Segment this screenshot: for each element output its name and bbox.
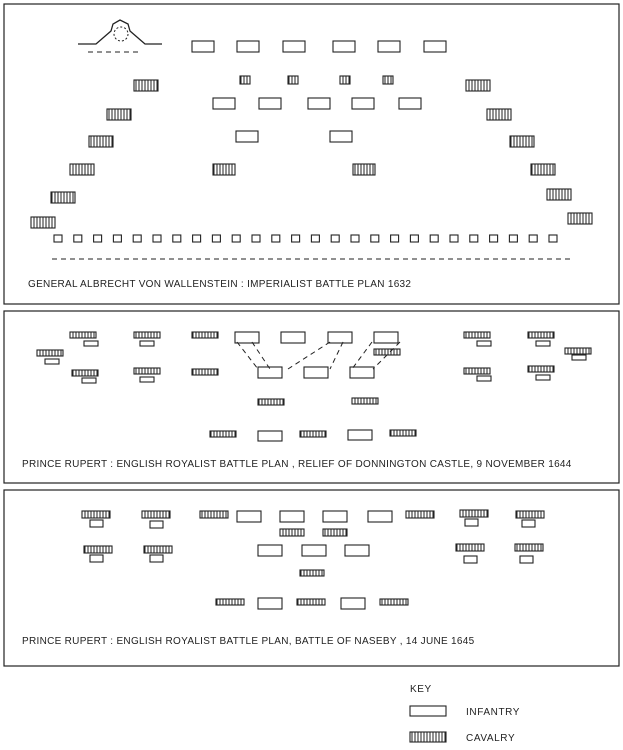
infantry-unit <box>368 511 392 522</box>
infantry-unit <box>350 367 374 378</box>
infantry-unit <box>529 235 537 242</box>
cavalry-unit <box>406 511 434 518</box>
cavalry-unit <box>89 136 113 147</box>
cavalry-unit <box>192 369 218 375</box>
panel-naseby <box>4 490 619 666</box>
infantry-unit <box>94 235 102 242</box>
infantry-unit <box>410 235 418 242</box>
cavalry-unit <box>300 570 324 576</box>
infantry-unit <box>424 41 446 52</box>
wallenstein-formation <box>31 41 592 242</box>
cavalry-unit <box>456 544 484 551</box>
infantry-unit <box>235 332 259 343</box>
infantry-unit <box>374 332 398 343</box>
infantry-unit <box>536 341 550 346</box>
panel-wallenstein <box>4 4 619 304</box>
panel-caption: PRINCE RUPERT : ENGLISH ROYALIST BATTLE PLAN , RELIEF OF DONNINGTON CASTLE, 9 NOVEMBER 1644 <box>22 459 572 470</box>
infantry-unit <box>232 235 240 242</box>
panel-caption: GENERAL ALBRECHT VON WALLENSTEIN : IMPERIALIST BATTLE PLAN 1632 <box>28 279 412 290</box>
cavalry-unit <box>323 529 347 536</box>
infantry-unit <box>150 521 163 528</box>
cavalry-unit <box>466 80 490 91</box>
infantry-unit <box>292 235 300 242</box>
infantry-unit <box>536 375 550 380</box>
infantry-unit <box>252 235 260 242</box>
cavalry-unit <box>528 366 554 372</box>
infantry-unit <box>522 520 535 527</box>
infantry-unit <box>84 341 98 346</box>
cavalry-unit <box>300 431 326 437</box>
infantry-unit <box>348 430 372 440</box>
cavalry-unit <box>568 213 592 224</box>
legend-infantry-swatch <box>410 706 446 716</box>
infantry-unit <box>333 41 355 52</box>
infantry-unit <box>90 555 103 562</box>
cavalry-unit <box>352 398 378 404</box>
infantry-unit <box>153 235 161 242</box>
cavalry-unit <box>258 399 284 405</box>
legend-title: KEY <box>410 684 432 695</box>
cavalry-unit <box>144 546 172 553</box>
infantry-unit <box>259 98 281 109</box>
infantry-unit <box>283 41 305 52</box>
legend-cavalry-label: CAVALRY <box>466 733 516 744</box>
cavalry-unit <box>288 76 298 84</box>
panel-donnington <box>4 311 619 483</box>
infantry-unit <box>212 235 220 242</box>
cavalry-unit <box>107 109 131 120</box>
cavalry-unit <box>31 217 55 228</box>
infantry-unit <box>236 131 258 142</box>
cavalry-unit <box>210 431 236 437</box>
infantry-unit <box>331 235 339 242</box>
infantry-unit <box>74 235 82 242</box>
legend <box>410 684 520 744</box>
infantry-unit <box>193 235 201 242</box>
infantry-unit <box>477 341 491 346</box>
fortification-icon <box>78 20 162 52</box>
cavalry-unit <box>464 332 490 338</box>
infantry-unit <box>470 235 478 242</box>
infantry-unit <box>213 98 235 109</box>
cavalry-unit <box>200 511 228 518</box>
cavalry-unit <box>528 332 554 338</box>
infantry-unit <box>323 511 347 522</box>
infantry-unit <box>328 332 352 343</box>
infantry-unit <box>464 556 477 563</box>
infantry-unit <box>113 235 121 242</box>
infantry-unit <box>54 235 62 242</box>
cavalry-unit <box>84 546 112 553</box>
infantry-unit <box>450 235 458 242</box>
infantry-unit <box>572 355 586 360</box>
cavalry-unit <box>460 510 488 517</box>
infantry-unit <box>430 235 438 242</box>
infantry-unit <box>237 511 261 522</box>
cavalry-unit <box>516 511 544 518</box>
infantry-unit <box>391 235 399 242</box>
infantry-unit <box>237 41 259 52</box>
infantry-unit <box>82 378 96 383</box>
infantry-unit <box>304 367 328 378</box>
infantry-unit <box>520 556 533 563</box>
infantry-unit <box>465 519 478 526</box>
cavalry-unit <box>192 332 218 338</box>
infantry-unit <box>133 235 141 242</box>
cavalry-unit <box>240 76 250 84</box>
cavalry-unit <box>390 430 416 436</box>
infantry-unit <box>308 98 330 109</box>
infantry-unit <box>272 235 280 242</box>
infantry-unit <box>45 359 59 364</box>
cavalry-unit <box>565 348 591 354</box>
infantry-unit <box>258 598 282 609</box>
cavalry-unit <box>82 511 110 518</box>
naseby-formation <box>82 510 544 609</box>
donnington-formation <box>37 332 591 441</box>
cavalry-unit <box>70 332 96 338</box>
legend-infantry-label: INFANTRY <box>466 707 521 718</box>
cavalry-unit <box>213 164 235 175</box>
cavalry-unit <box>51 192 75 203</box>
infantry-unit <box>371 235 379 242</box>
cavalry-unit <box>340 76 350 84</box>
cavalry-unit <box>72 370 98 376</box>
infantry-unit <box>549 235 557 242</box>
infantry-unit <box>281 332 305 343</box>
infantry-unit <box>352 98 374 109</box>
cavalry-unit <box>134 368 160 374</box>
infantry-unit <box>399 98 421 109</box>
cavalry-unit <box>510 136 534 147</box>
cavalry-unit <box>383 76 393 84</box>
cavalry-unit <box>216 599 244 605</box>
cavalry-unit <box>464 368 490 374</box>
cavalry-unit <box>70 164 94 175</box>
infantry-unit <box>192 41 214 52</box>
cavalry-unit <box>547 189 571 200</box>
panel-caption: PRINCE RUPERT : ENGLISH ROYALIST BATTLE PLAN, BATTLE OF NASEBY , 14 JUNE 1645 <box>22 636 475 647</box>
cavalry-unit <box>297 599 325 605</box>
infantry-unit <box>302 545 326 556</box>
cavalry-unit <box>380 599 408 605</box>
panel-frame <box>4 4 619 304</box>
cavalry-unit <box>487 109 511 120</box>
cavalry-unit <box>531 164 555 175</box>
infantry-unit <box>280 511 304 522</box>
infantry-unit <box>140 341 154 346</box>
infantry-unit <box>345 545 369 556</box>
cavalry-unit <box>134 332 160 338</box>
cavalry-unit <box>280 529 304 536</box>
cavalry-unit <box>374 349 400 355</box>
infantry-unit <box>140 377 154 382</box>
infantry-unit <box>90 520 103 527</box>
cavalry-unit <box>353 164 375 175</box>
infantry-unit <box>378 41 400 52</box>
infantry-unit <box>258 367 282 378</box>
cavalry-unit <box>142 511 170 518</box>
infantry-unit <box>150 555 163 562</box>
cavalry-unit <box>134 80 158 91</box>
legend-cavalry-swatch <box>410 732 446 742</box>
infantry-unit <box>330 131 352 142</box>
infantry-unit <box>490 235 498 242</box>
cavalry-unit <box>37 350 63 356</box>
infantry-unit <box>341 598 365 609</box>
infantry-unit <box>509 235 517 242</box>
cavalry-unit <box>515 544 543 551</box>
infantry-unit <box>258 431 282 441</box>
infantry-unit <box>258 545 282 556</box>
infantry-unit <box>311 235 319 242</box>
infantry-unit <box>173 235 181 242</box>
infantry-unit <box>477 376 491 381</box>
infantry-unit <box>351 235 359 242</box>
